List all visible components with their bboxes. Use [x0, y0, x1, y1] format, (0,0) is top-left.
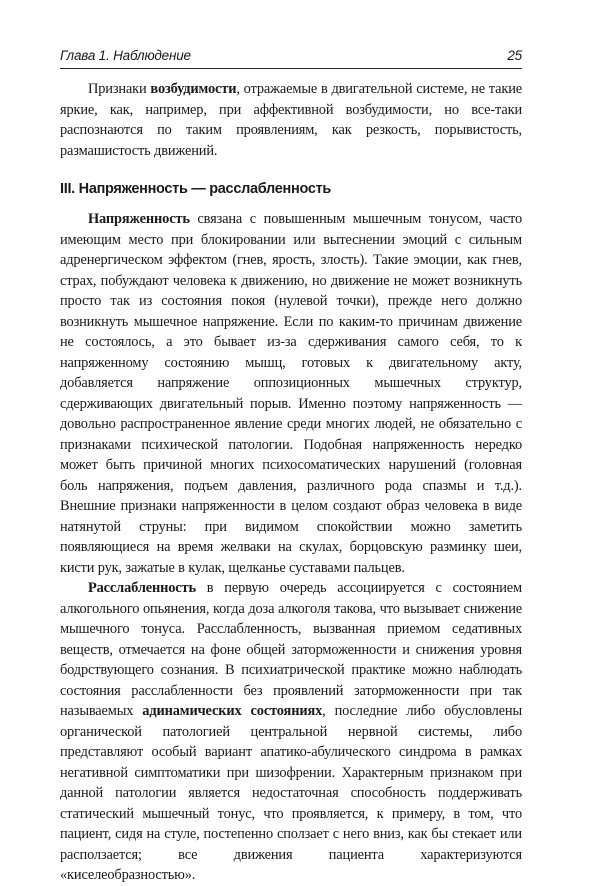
relaxation-paragraph [60, 578, 522, 886]
chapter-title: Глава 1. Наблюдение [60, 48, 191, 63]
term-relaxation: Расслабленность [88, 580, 196, 596]
intro-text-start: Признаки [88, 81, 151, 97]
section-heading: III. Напряженность — расслабленность [60, 181, 332, 197]
term-tension: Напряженность [88, 211, 190, 227]
header-divider [60, 68, 522, 69]
page-body [60, 79, 522, 886]
term-excitability: возбудимости [150, 81, 237, 97]
intro-paragraph [60, 79, 522, 161]
running-header [60, 46, 522, 70]
term-adynamic-states: адинамических состояниях [142, 703, 323, 719]
tension-paragraph [60, 209, 522, 578]
intro-text-end: , отражаемые в двигательной системе, не такие яркие, как, например, при аффективной возбудимости, но все-таки распознаются по таким проявлениям, как резкость, порывистость, размашистость движений. [60, 81, 522, 159]
page-number: 25 [507, 48, 522, 63]
relaxation-text-start: в первую очередь ассоциируется с состоянием алкогольного опьянения, когда доза алкоголя такова, что вызывает снижение мышечного тонуса. Расслабленность, вызванная приемом седативных веществ, отмечается на фоне общей заторможенности и снижения уровня бодрствующего сознания. В психиатрической практике можно наблюдать состояния расслабленности без проявлений заторможенности при так называемых [60, 580, 522, 719]
relaxation-text-end: , последние либо обусловлены органической патологией центральной нервной системы, либо представляют особый вариант апатико-абулического синдрома в рамках негативной симптоматики при шизофрении. Характерным признаком при данной патологии является недостаточная способность поддерживать статический мышечный тонус, что проявляется, к примеру, в том, что пациент, сидя на стуле, постепенно сползает с него вниз, как бы стекает или расползается; все движения пациента характеризуются «киселеобразностью». [60, 703, 522, 883]
tension-text: связана с повышенным мышечным тонусом, часто имеющим место при блокировании или вытеснении эмоций с сильным адренергическом эффектом (гнев, ярость, злость). Такие эмоции, как гнев, страх, побуждают человека к движению, но движение не может возникнуть просто так из состояния покоя (нулевой точки), прежде него должно возникнуть мышечное напряжение. Если по каким-то причинам движение не состоялось, а это бывает из-за сдерживания самого себя, то к напряженному состоянию мышц, готовых к двигательному акту, добавляется напряжение оппозиционных мышечных структур, сдерживающих двигательный порыв. Именно поэтому напряженность — довольно распространенное явление среди многих людей, не обязательно с признаками психической патологии. Подобная напряженность нередко может быть причиной многих психосоматических нарушений (головная боль напряжения, подъем давления, различного рода спазмы и т.д.). Внешние признаки напряженности в целом создают образ человека в виде натянутой струны: при видимом спокойствии можно заметить появляющиеся на время желваки на скулах, борцовскую разминку шеи, кисти рук, зажатые в кулак, щелканье суставами пальцев. [60, 211, 522, 576]
